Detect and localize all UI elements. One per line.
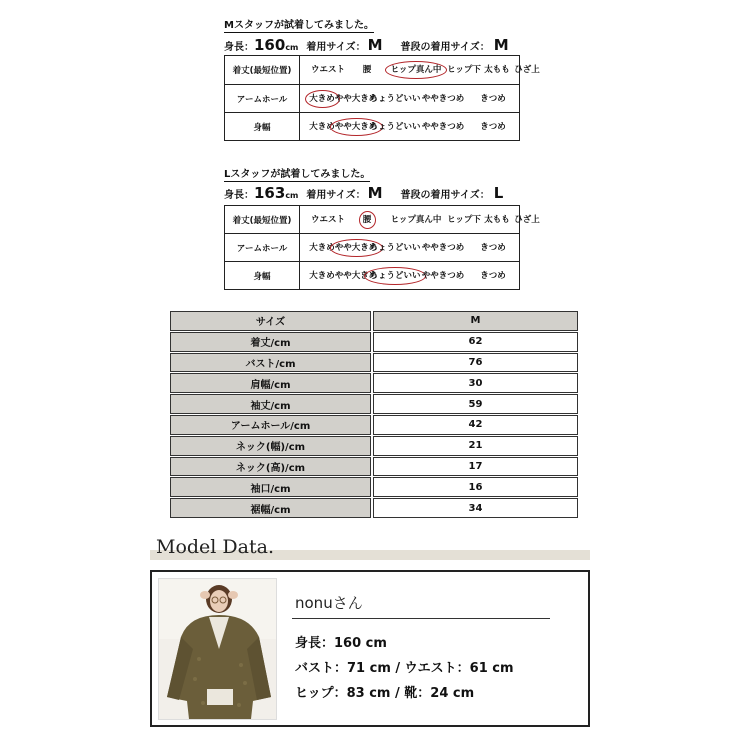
size-measure-value: 21 <box>373 436 578 456</box>
size-measure-value: 17 <box>373 457 578 477</box>
size-measure-label: 袖丈/cm <box>170 394 371 414</box>
fit-option: 太もも <box>484 214 510 225</box>
size-measure-label: 着丈/cm <box>170 332 371 352</box>
staff-m-title: Mスタッフが試着してみました。 <box>224 20 374 31</box>
fit-row-label: アームホール <box>225 234 300 262</box>
fit-option: ウエスト <box>310 65 346 75</box>
fit-row-label: 着丈(最短位置) <box>225 56 300 84</box>
fit-option: ヒップ下 <box>447 65 481 75</box>
size-measure-value: 16 <box>373 477 578 497</box>
fit-row <box>225 206 540 233</box>
fit-option: 大きめ <box>309 94 335 104</box>
fit-row <box>225 56 540 84</box>
size-table-row <box>170 477 578 498</box>
fit-option: きつめ <box>480 271 506 281</box>
fit-option: やや大きめ <box>334 243 378 253</box>
staff-m-meta: 身長： 160 cm 着用サイズ： M 普段の着用サイズ： M <box>224 36 509 54</box>
size-measure-label: 肩幅/cm <box>170 373 371 393</box>
size-header-value: M <box>373 311 578 331</box>
size-measure-label: アームホール/cm <box>170 415 371 435</box>
fit-option: 腰 <box>362 65 372 75</box>
fit-option: きつめ <box>480 94 506 104</box>
fit-row <box>225 233 519 262</box>
staff-l-meta: 身長： 163 cm 着用サイズ： M 普段の着用サイズ： L <box>224 184 504 202</box>
fit-option: 太もも <box>484 65 510 75</box>
size-measure-label: ネック(幅)/cm <box>170 436 371 456</box>
fit-option: ちょうどいい <box>369 94 421 104</box>
fit-row-label: 身幅 <box>225 262 300 290</box>
size-measure-value: 76 <box>373 353 578 373</box>
fit-row-label: 着丈(最短位置) <box>225 206 300 233</box>
fit-option: きつめ <box>480 243 506 253</box>
size-measure-label: 袖口/cm <box>170 477 371 497</box>
fit-option: ヒップ下 <box>447 214 481 225</box>
model-stat-hip-shoe: ヒップ：83 cm / 靴：24 cm <box>295 686 475 701</box>
size-table-row <box>170 394 578 415</box>
model-name-divider <box>292 618 550 619</box>
size-measure-value: 42 <box>373 415 578 435</box>
fit-option: ちょうどいい <box>369 243 421 253</box>
fit-option: ウエスト <box>310 214 346 225</box>
model-photo-illustration <box>159 579 276 719</box>
staff-m-fit-table <box>224 55 540 141</box>
size-table-row <box>170 415 578 436</box>
fit-option: きつめ <box>480 122 506 132</box>
fit-option: ヒップ真ん中 <box>390 214 442 225</box>
fit-option: 大きめ <box>309 243 335 253</box>
size-table-row <box>170 498 578 519</box>
size-measure-value: 34 <box>373 498 578 518</box>
fit-option: ちょうどいい <box>369 122 421 132</box>
fit-option: やや大きめ <box>334 94 378 104</box>
fit-row <box>225 112 519 141</box>
size-measure-value: 30 <box>373 373 578 393</box>
fit-option: ややきつめ <box>421 122 465 132</box>
size-measure-label: バスト/cm <box>170 353 371 373</box>
model-stat-bust-waist: バスト：71 cm / ウエスト：61 cm <box>295 661 514 676</box>
fit-option: ひざ上 <box>514 214 540 225</box>
fit-option: ややきつめ <box>421 271 465 281</box>
size-measure-value: 59 <box>373 394 578 414</box>
fit-option: ちょうどいい <box>369 271 421 281</box>
fit-option: やや大きめ <box>334 122 378 132</box>
fit-option: やや大きめ <box>334 271 378 281</box>
fit-row <box>225 84 519 113</box>
size-table-row <box>170 332 578 353</box>
fit-row-label: 身幅 <box>225 113 300 141</box>
staff-l-title: Lスタッフが試着してみました。 <box>224 169 371 180</box>
fit-option: 大きめ <box>309 122 335 132</box>
size-table-row <box>170 457 578 478</box>
fit-option: ひざ上 <box>514 65 540 75</box>
size-table <box>170 311 578 519</box>
size-measure-label: ネック(高)/cm <box>170 457 371 477</box>
size-table-row <box>170 436 578 457</box>
model-stat-height: 身長：160 cm <box>295 636 387 651</box>
size-header-label: サイズ <box>170 311 371 331</box>
size-table-header <box>170 311 578 332</box>
size-measure-value: 62 <box>373 332 578 352</box>
model-photo <box>158 578 277 720</box>
staff-l-fit-table <box>224 205 540 290</box>
model-name: nonuさん <box>295 594 363 612</box>
fit-row <box>225 261 519 290</box>
fit-option: ややきつめ <box>421 94 465 104</box>
size-table-row <box>170 353 578 374</box>
fit-option: ややきつめ <box>421 243 465 253</box>
size-measure-label: 裾幅/cm <box>170 498 371 518</box>
fit-option: 腰 <box>362 214 372 225</box>
fit-row-label: アームホール <box>225 85 300 113</box>
model-section-title: Model Data. <box>156 536 274 558</box>
fit-option: ヒップ真ん中 <box>390 65 442 75</box>
fit-option: 大きめ <box>309 271 335 281</box>
size-table-row <box>170 373 578 394</box>
